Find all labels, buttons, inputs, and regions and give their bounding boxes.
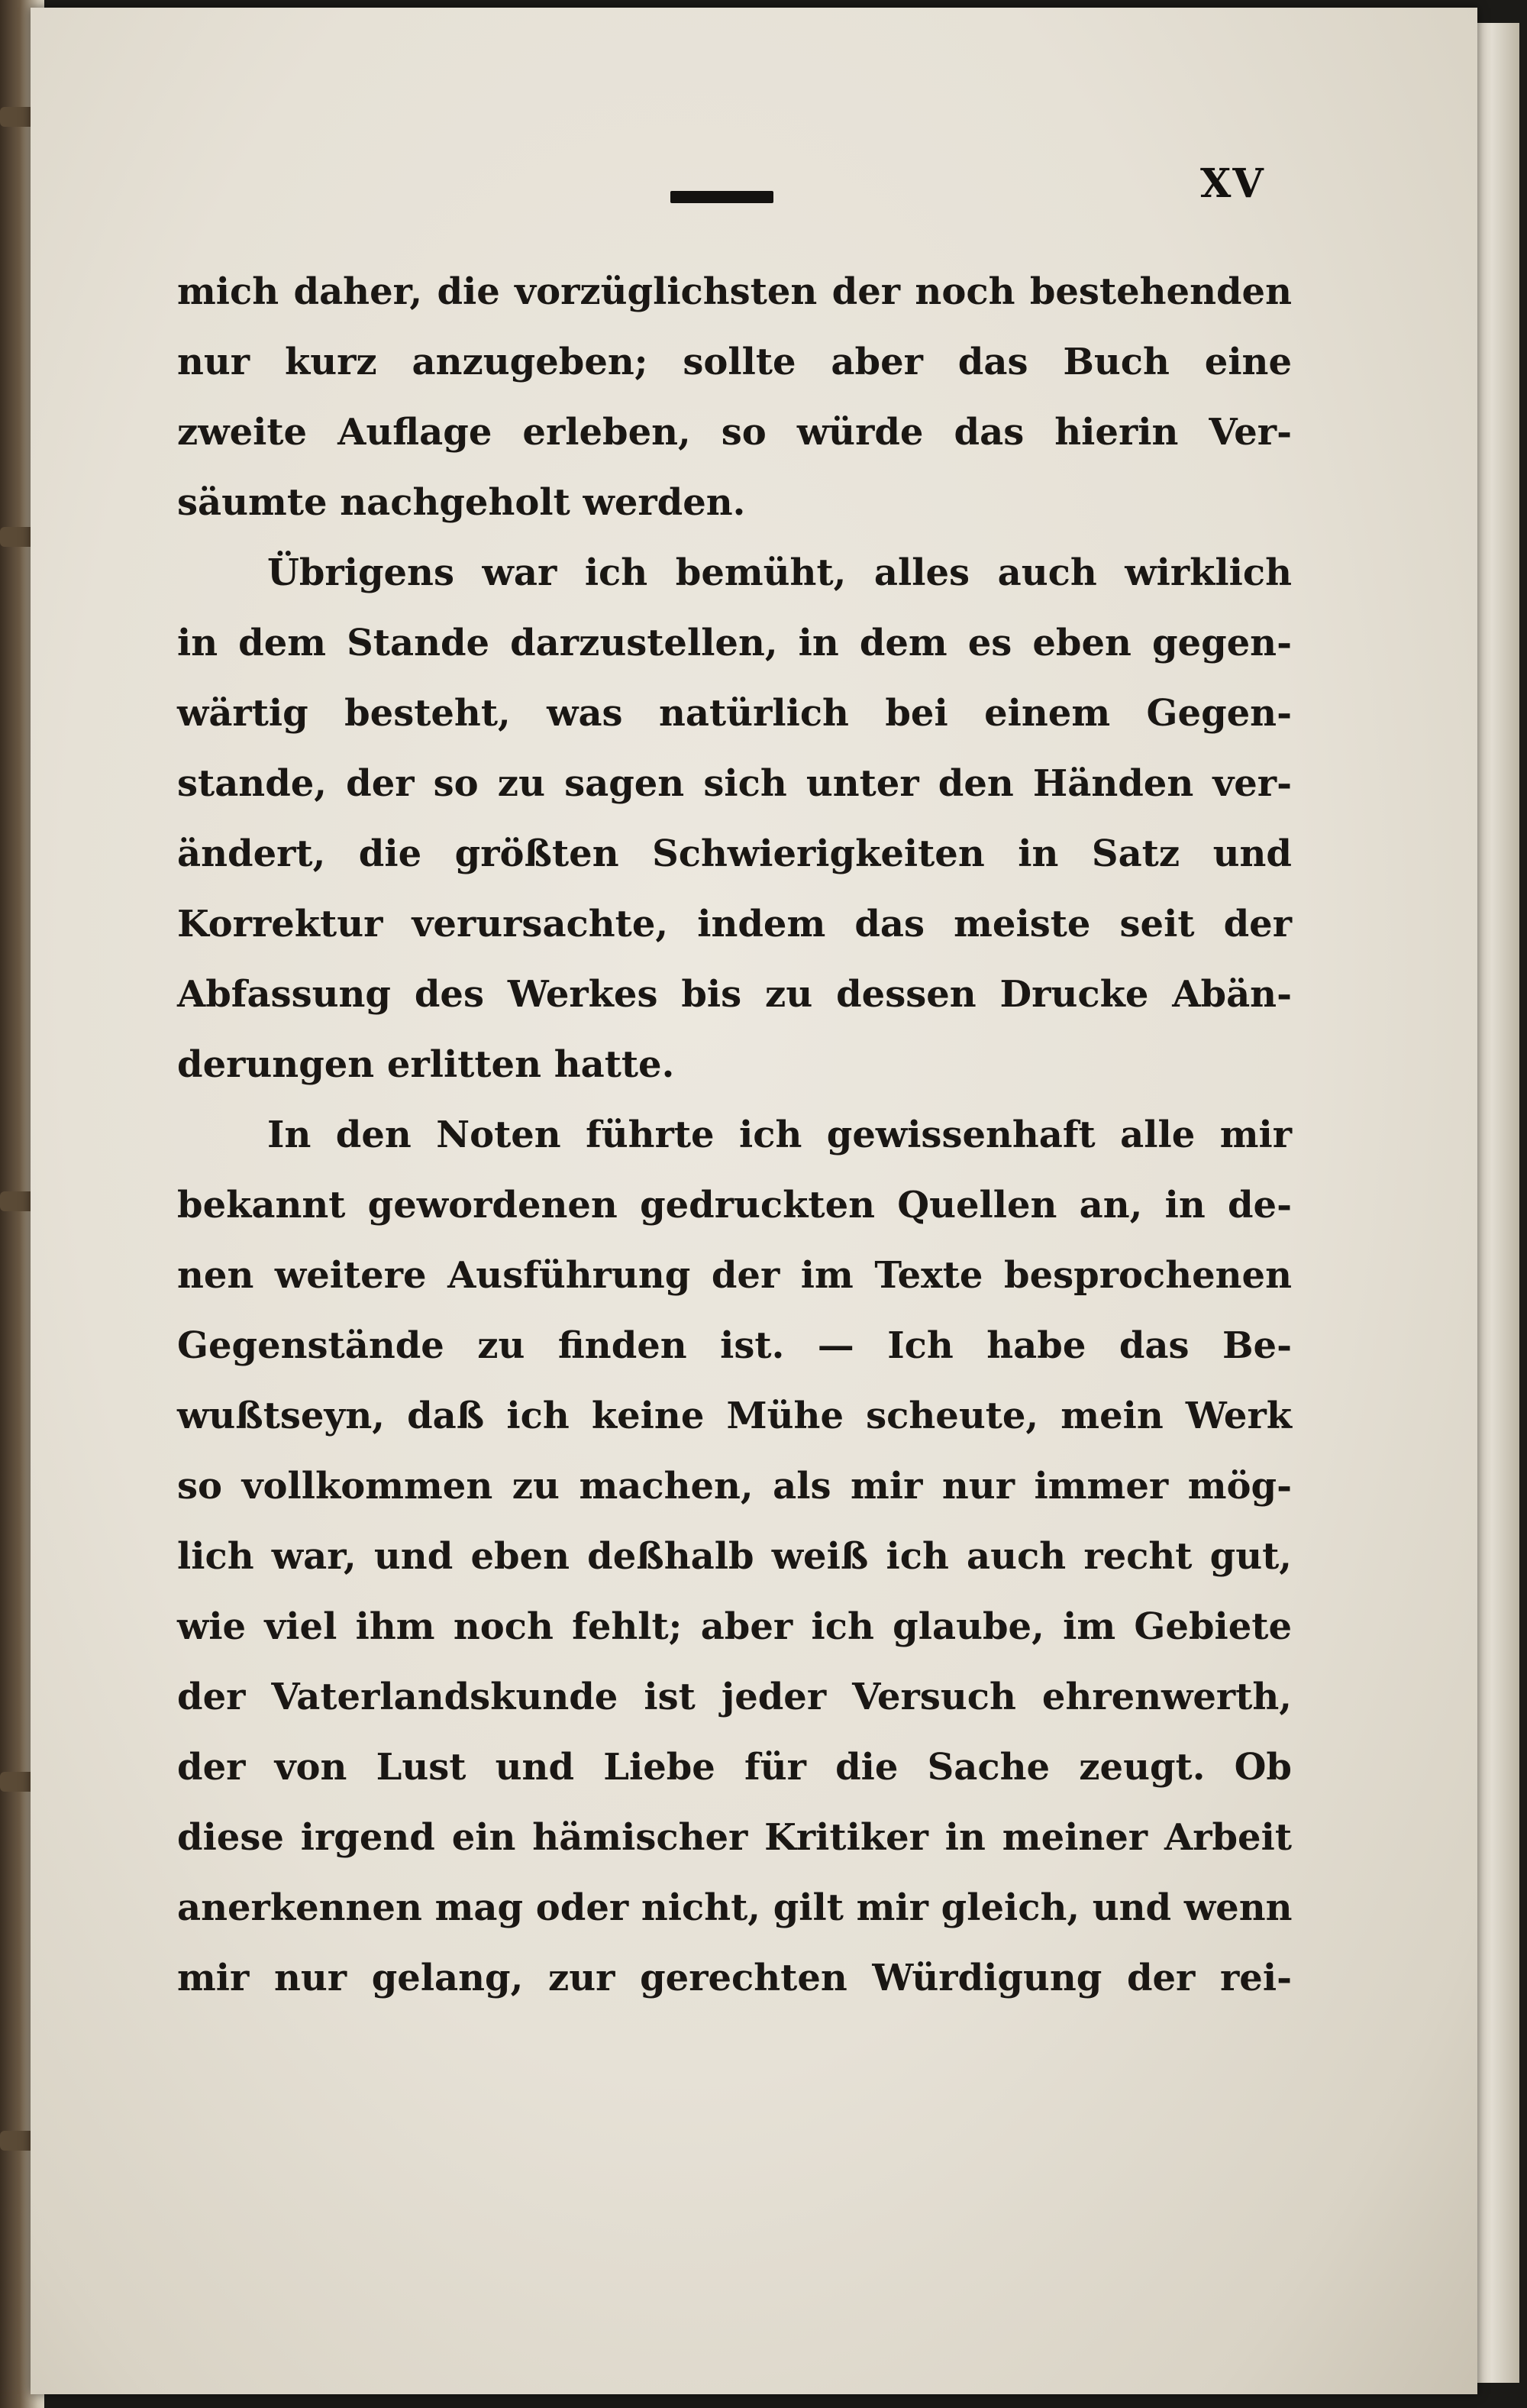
text-line: anerkennen mag oder nicht, gilt mir gleich, und wenn <box>177 1886 1293 1929</box>
text-line: mich daher, die vorzüglichsten der noch bestehenden <box>177 270 1292 313</box>
text-line: Abfassung des Werkes bis zu dessen Drucke Abän- <box>177 973 1292 1016</box>
page-number: XV <box>1200 160 1265 207</box>
text-line: wärtig besteht, was natürlich bei einem Gegen- <box>177 692 1292 735</box>
text-line: der Vaterlandskunde ist jeder Versuch ehrenwerth, <box>177 1676 1292 1718</box>
text-line: stande, der so zu sagen sich unter den Händen ver- <box>177 762 1292 805</box>
text-line: nur kurz anzugeben; sollte aber das Buch eine <box>177 341 1292 383</box>
following-pages-edge <box>1474 23 1519 2383</box>
header-rule <box>670 191 773 203</box>
text-line: so vollkommen zu machen, als mir nur immer mög- <box>177 1465 1292 1508</box>
text-line: wußtseyn, daß ich keine Mühe scheute, mein Werk <box>177 1395 1292 1437</box>
text-line: säumte nachgeholt werden. <box>177 481 746 524</box>
text-line: in dem Stande darzustellen, in dem es eben gegen- <box>177 622 1292 664</box>
body-text <box>177 257 1292 2013</box>
text-line: Übrigens war ich bemüht, alles auch wirklich <box>267 551 1292 594</box>
text-line: diese irgend ein hämischer Kritiker in meiner Arbeit <box>177 1816 1292 1859</box>
text-line: der von Lust und Liebe für die Sache zeugt. Ob <box>177 1746 1292 1789</box>
text-line: lich war, und eben deßhalb weiß ich auch recht gut, <box>177 1535 1292 1578</box>
text-line: zweite Auflage erleben, so würde das hierin Ver- <box>177 411 1292 454</box>
text-line: mir nur gelang, zur gerechten Würdigung der rei- <box>177 1957 1292 1999</box>
text-line: bekannt gewordenen gedruckten Quellen an, in de- <box>177 1184 1292 1227</box>
text-line: derungen erlitten hatte. <box>177 1043 675 1086</box>
text-line: In den Noten führte ich gewissenhaft alle mir <box>267 1113 1292 1156</box>
text-line: ändert, die größten Schwierigkeiten in Satz und <box>177 832 1292 875</box>
text-line: nen weitere Ausführung der im Texte besprochenen <box>177 1254 1292 1297</box>
text-line: wie viel ihm noch fehlt; aber ich glaube, im Gebiete <box>177 1605 1292 1648</box>
text-line: Gegenstände zu finden ist. — Ich habe das Be- <box>177 1324 1292 1367</box>
text-line: Korrektur verursachte, indem das meiste seit der <box>177 903 1292 945</box>
